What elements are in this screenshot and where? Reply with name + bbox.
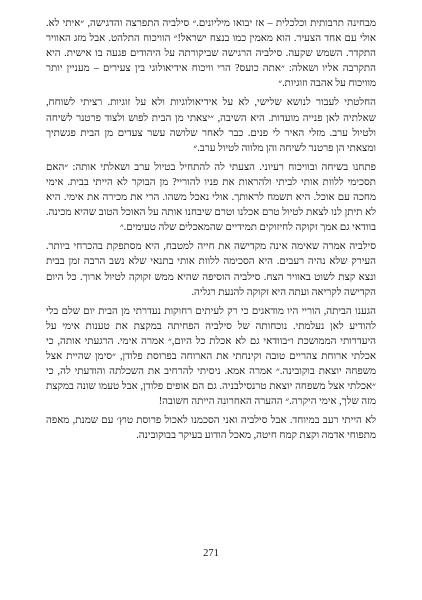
paragraph: מבחינה תרבותית וכלכלית – אז יבואו מיליונים.״ סילביה התפרצה והדגישה, ״איתי לא. אולי עם אחד הצעיר. הוא מאמין כמו בנצח ישראל!״ הוויכוח התלהט. אבל מזג האוויר התקדר. השמש שקעה. סילביה הרגישה שביקורתה על היהודים פגעה בו אישית. היא התקרבה אליו ושאלה: ״אתה כועס? הרי וויכוח אידיאולוגי בין צעירים – מעניין יותר מוויכוח על אהבה וזוגיות.״ [46, 18, 376, 90]
paragraph: לא הייתי רעב במיוחד. אבל סילביה ואני הסכמנו לאכול פרוסת טוץ׳ עם שמנת, מאפה מתפוחי אדמה וקצת קמח חיטה, מאכל הודוע בעיקר בבוקובינה. [46, 415, 376, 442]
paragraph: פתחנו בשיחה ובוויכוח רעיוני. הצעתי לה להתחיל בטיול ערב ושאלתי אותה: ״האם תסכימי ללוות אותי לביתי ולהראות את פניו להוריי? מן הבוקר לא הייתי בבית. אימי מחכה עם אוכל. היא תשמח לראותך. אולי נאכל משהו. הרי את מכירה את אימי. היא לא תיתן לנו לצאת לטיול טרם אכלנו וטרם שיבחנו אותה על האוכל הטוב שהיא מכינה. בוודאי גם אמך זקוקה לחיזוקים תמידיים שהמאכלים שלה טעימים.״ [46, 161, 376, 234]
paragraph: סילביה אמרה שאימה אינה מקדישה את חייה למטבח, היא מסתפקת בהכרחי ביותר. העירק שלא נהיה רעבים. היא הסכימה ללוות אותי בתנאי שלא נשב הרבה זמן בבית ונצא קצת לשוט באוויר הצח. סילביה הוסיפה שהיא ממש זקוקה לטיול ארוך. כל היום הקדישה לקריאה ועתה היא זקוקה להנעת רגליה. [46, 241, 376, 298]
body-text [46, 16, 376, 448]
paragraph: החלטתי לעבור לנושא שלישי, לא על אידיאולוגיות ולא על זוגיות. רציתי לשוחח, שאלתיה לאן פנייה מועדות. היא השיבה, ״יצאתי מן הבית לפוש ולצוד פרטנר לשיחה ולטיול ערב. מזלי האיר לי פנים. כבר לאחר שלושה עשר צעדים מן הבית פגשתיך ומצאתי הן פרטנר לשיחה והן מלווה לטיול ערב.״ [46, 97, 376, 154]
page-number: 271 [203, 548, 219, 559]
paragraph: הגענו הביתה, הוריי היו מודאגים כי רק לעיתים רחוקות נעדרתי מן הבית יום שלם בלי להודיע לאן נעלמתי. נוכחותה של סילביה הפחיתה במקצת את טענות אימי על היעדרותי הממושכת ו״בוודאי גם לא אכלת כל היום,״ אמרה אימי. הרגעתי אותה, כי אכלתי ארוחת צהריים טובה וקינחתי את הארוחה בפרוסת פלודן, ״סימן שהיית אצל משפחה יוצאת בוקובינה.״ אמרה אמא. ניסיתי להרחיב את השכלתה והודעתי לה, כי ״אכלתי אצל משפחה יוצאת טרנסילבניה. גם הם אופים פלודן, אבל טעמו שונה במקצת מזה שלך, אימי היקרה.״ ההערה האחרונה הייתה חשובה! [46, 305, 376, 408]
